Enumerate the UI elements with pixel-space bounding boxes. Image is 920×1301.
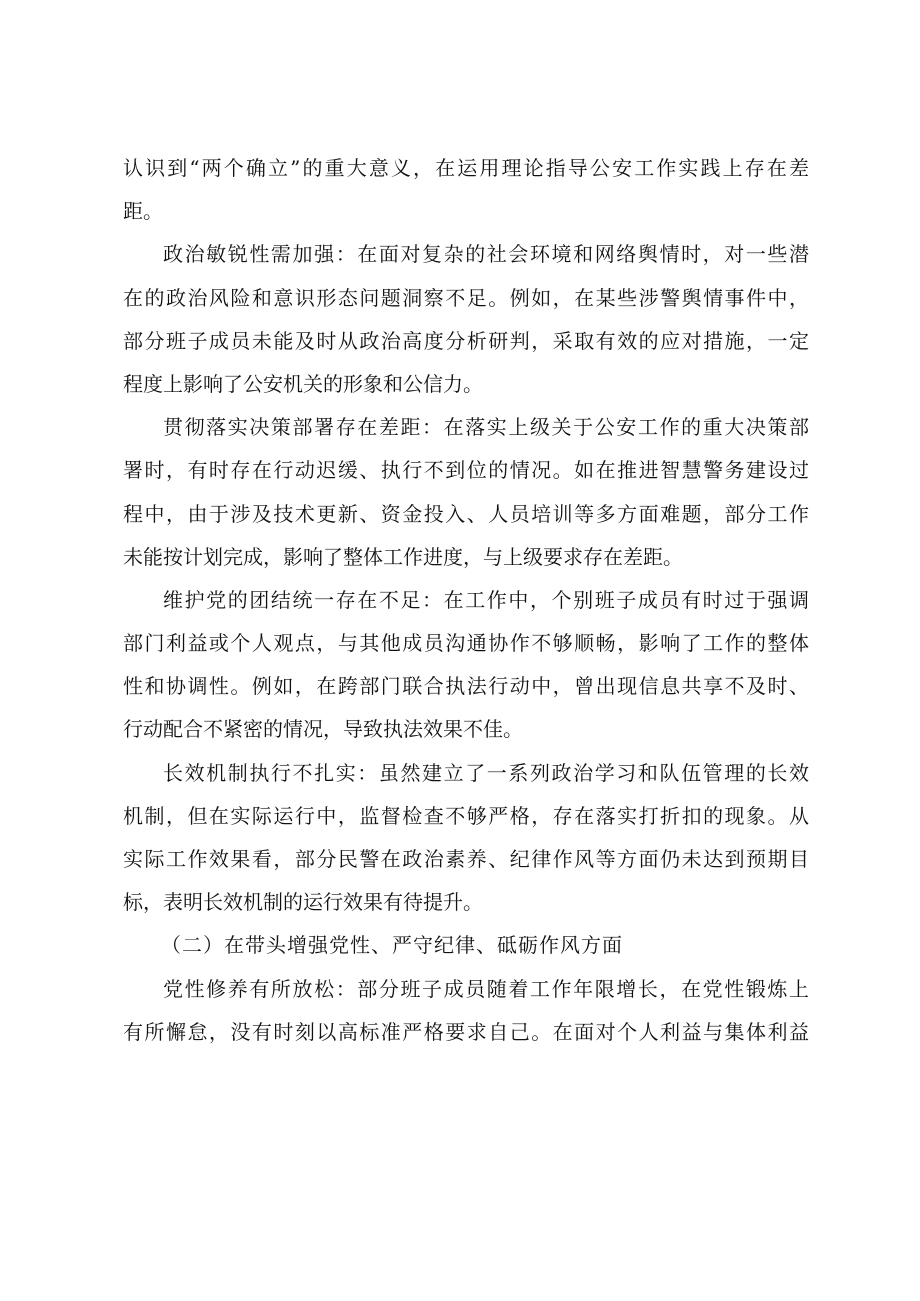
text-line: 认识到“两个确立”的重大意义，在运用理论指导公安工作实践上存在差	[123, 156, 809, 180]
text-line: 性和协调性。例如，在跨部门联合执法行动中，曾出现信息共享不及时、	[123, 674, 809, 699]
text-line: 维护党的团结统一存在不足：在工作中，个别班子成员有时过于强调	[163, 587, 809, 612]
text-line: 长效机制执行不扎实：虽然建立了一系列政治学习和队伍管理的长效	[163, 760, 809, 785]
text-line: 署时，有时存在行动迟缓、执行不到位的情况。如在推进智慧警务建设过	[123, 458, 809, 483]
paragraph-party-unity	[123, 579, 809, 752]
text-line: 部门利益或个人观点，与其他成员沟通协作不够顺畅，影响了工作的整体	[123, 631, 809, 656]
text-line: 实际工作效果看，部分民警在政治素养、纪律作风等方面仍未达到预期目	[123, 847, 809, 871]
document-body	[123, 147, 809, 1054]
text-line: 未能按计划完成，影响了整体工作进度，与上级要求存在差距。	[123, 544, 683, 569]
paragraph-long-term-mechanism	[123, 752, 809, 925]
paragraph-continuation	[123, 147, 809, 233]
text-line: 有所懈怠，没有时刻以高标准严格要求自己。在面对个人利益与集体利益	[123, 1019, 809, 1044]
text-line: 贯彻落实决策部署存在差距：在落实上级关于公安工作的重大决策部	[163, 415, 809, 440]
text-line: 标，表明长效机制的运行效果有待提升。	[123, 890, 483, 915]
text-line: 距。	[123, 199, 163, 224]
text-line: 行动配合不紧密的情况，导致执法效果不佳。	[123, 717, 523, 742]
text-line: 党性修养有所放松：部分班子成员随着工作年限增长，在党性锻炼上	[163, 976, 809, 1001]
paragraph-implementation-gap	[123, 406, 809, 579]
text-line: 政治敏锐性需加强：在面对复杂的社会环境和网络舆情时，对一些潜	[163, 242, 809, 267]
text-line: 部分班子成员未能及时从政治高度分析研判，采取有效的应对措施，一定	[123, 328, 809, 353]
text-line: 在的政治风险和意识形态问题洞察不足。例如，在某些涉警舆情事件中，	[123, 285, 809, 310]
section-heading: （二）在带头增强党性、严守纪律、砥砺作风方面	[161, 933, 623, 958]
text-line: 程中，由于涉及技术更新、资金投入、人员培训等多方面难题，部分工作	[123, 501, 809, 526]
text-line: 程度上影响了公安机关的形象和公信力。	[123, 371, 483, 396]
text-line: 机制，但在实际运行中，监督检查不够严格，存在落实打折扣的现象。从	[123, 803, 809, 828]
paragraph-party-spirit	[123, 968, 809, 1054]
paragraph-political-sensitivity	[123, 233, 809, 406]
